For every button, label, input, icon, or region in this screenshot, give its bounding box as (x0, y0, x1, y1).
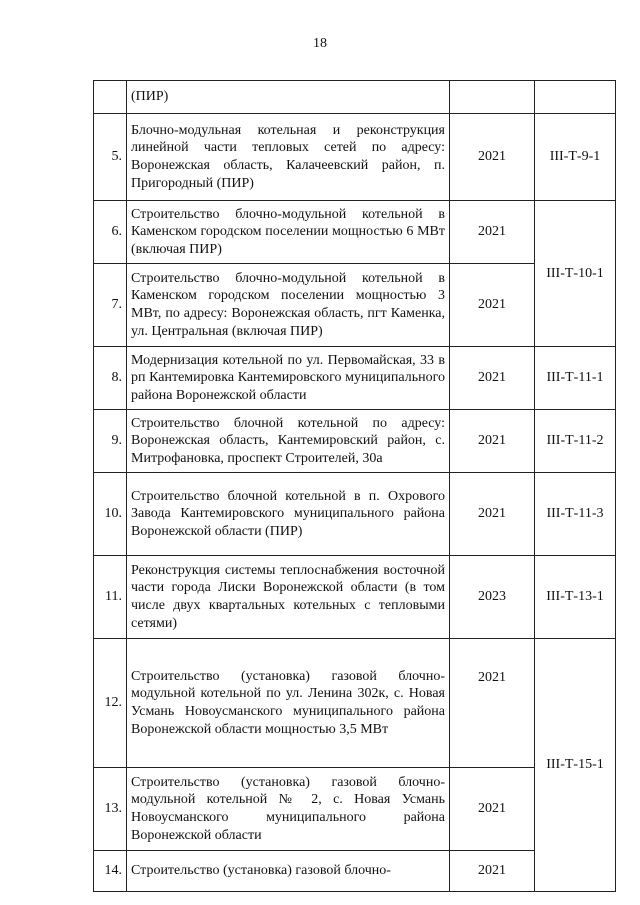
row-description: Строительство блочно-модульной котельной в Каменском городском поселении мощностью 3 МВт, по адресу: Воронежская область, пгт Каменка, ул. Центральная (включая ПИР) (127, 264, 450, 347)
table-row (94, 81, 616, 114)
row-code: III-Т-11-3 (535, 473, 616, 556)
row-number: 9. (94, 410, 127, 473)
row-number (94, 81, 127, 114)
table-row (94, 347, 616, 410)
row-year: 2021 (450, 768, 535, 851)
row-code (535, 81, 616, 114)
row-description: (ПИР) (127, 81, 450, 114)
row-year: 2021 (450, 473, 535, 556)
row-description: Строительство (установка) газовой блочно- (127, 851, 450, 892)
table-row (94, 639, 616, 768)
row-number: 11. (94, 556, 127, 639)
row-code: III-Т-11-2 (535, 410, 616, 473)
table-row (94, 556, 616, 639)
row-code: III-Т-13-1 (535, 556, 616, 639)
row-number: 8. (94, 347, 127, 410)
row-number: 7. (94, 264, 127, 347)
row-year: 2021 (450, 201, 535, 264)
row-year: 2023 (450, 556, 535, 639)
row-number: 5. (94, 114, 127, 201)
table-row (94, 114, 616, 201)
row-description: Блочно-модульная котельная и реконструкция линейной части тепловых сетей по адресу: Воронежская область, Калачеевский район, п. Пригородный (ПИР) (127, 114, 450, 201)
row-description: Модернизация котельной по ул. Первомайская, 33 в рп Кантемировка Кантемировского муниципального района Воронежской области (127, 347, 450, 410)
row-description: Строительство блочно-модульной котельной в Каменском городском поселении мощностью 6 МВт (включая ПИР) (127, 201, 450, 264)
table-row (94, 201, 616, 264)
row-code: III-Т-15-1 (535, 639, 616, 892)
row-year (450, 81, 535, 114)
row-year: 2021 (450, 410, 535, 473)
page-number: 18 (313, 36, 327, 51)
row-code: III-Т-9-1 (535, 114, 616, 201)
row-year: 2021 (450, 114, 535, 201)
row-year: 2021 (450, 347, 535, 410)
row-year: 2021 (450, 639, 535, 768)
row-description: Строительство (установка) газовой блочно-модульной котельной № 2, с. Новая Усмань Новоусманского муниципального района Воронежской области (127, 768, 450, 851)
row-number: 13. (94, 768, 127, 851)
row-description: Строительство блочной котельной по адресу: Воронежская область, Кантемировский район, с. Митрофановка, проспект Строителей, 30а (127, 410, 450, 473)
table-row (94, 410, 616, 473)
row-description: Реконструкция системы теплоснабжения восточной части города Лиски Воронежской области (в том числе двух квартальных котельных с тепловыми сетями) (127, 556, 450, 639)
row-number: 6. (94, 201, 127, 264)
row-number: 12. (94, 639, 127, 768)
row-year: 2021 (450, 264, 535, 347)
table-row (94, 473, 616, 556)
document-table (93, 80, 616, 892)
row-year: 2021 (450, 851, 535, 892)
row-number: 14. (94, 851, 127, 892)
row-description: Строительство блочной котельной в п. Охрового Завода Кантемировского муниципального района Воронежской области (ПИР) (127, 473, 450, 556)
row-code: III-Т-10-1 (535, 201, 616, 347)
row-description: Строительство (установка) газовой блочно-модульной котельной по ул. Ленина 302к, с. Новая Усмань Новоусманского муниципального района Воронежской области мощностью 3,5 МВт (127, 639, 450, 768)
row-number: 10. (94, 473, 127, 556)
row-code: III-Т-11-1 (535, 347, 616, 410)
